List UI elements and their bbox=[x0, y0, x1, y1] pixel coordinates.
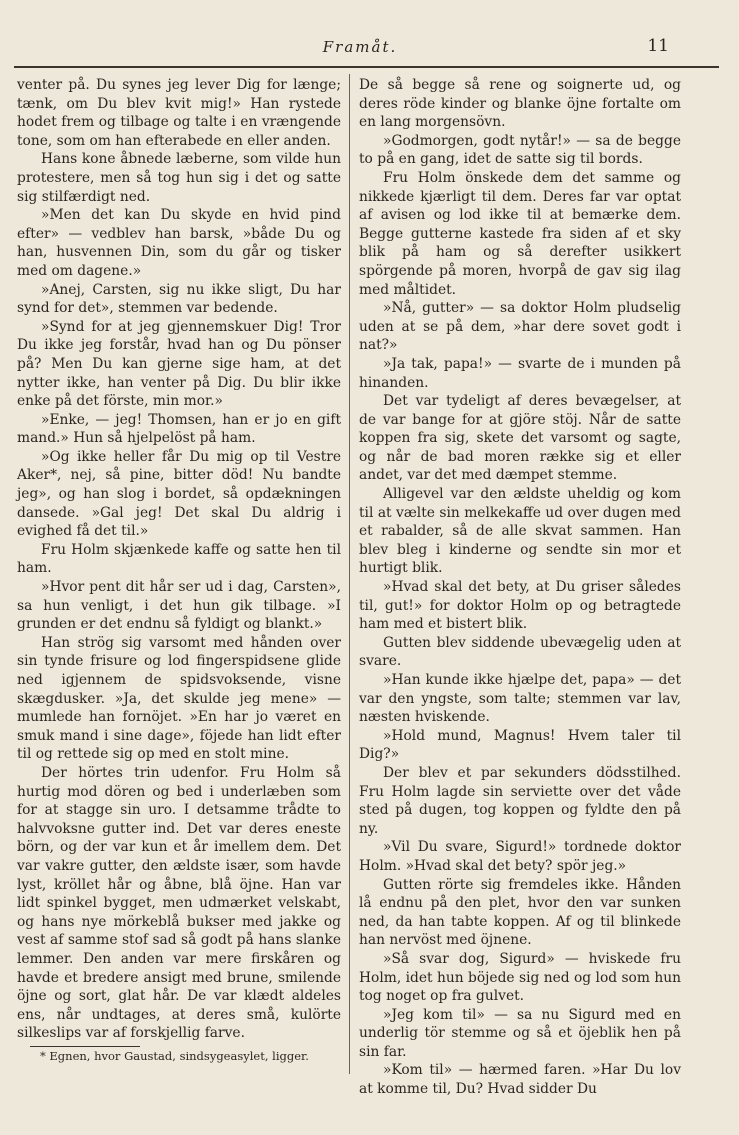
paragraph: »Anej, Carsten, sig nu ikke sligt, Du har synd for det», stemmen var bedende. bbox=[17, 281, 341, 317]
left-column bbox=[17, 76, 341, 1043]
paragraph: »Ja tak, papa!» — svarte de i munden på hinanden. bbox=[359, 355, 681, 391]
paragraph: Det var tydeligt af deres bevægelser, at de var bange for at gjöre stöj. Når de satte koppen fra sig, skete det varsomt og sagte, og når de bad moren række sig et eller andet, var det med dæmpet stemme. bbox=[359, 393, 681, 484]
paragraph: »Men det kan Du skyde en hvid pind efter» — vedblev han barsk, »både Du og han, husvennen Din, som du går og tisker med om dagene.» bbox=[17, 207, 341, 279]
paragraph: »Han kunde ikke hjælpe det, papa» — det var den yngste, som talte; stemmen var lav, næsten hviskende. bbox=[359, 672, 681, 726]
column-divider bbox=[349, 74, 350, 1074]
paragraph: »Enke, — jeg! Thomsen, han er jo en gift mand.» Hun så hjelpelöst på ham. bbox=[17, 411, 341, 447]
right-column bbox=[359, 76, 681, 1099]
paragraph: De så begge så rene og soignerte ud, og deres röde kinder og blanke öjne fortalte om en lang morgensövn. bbox=[359, 77, 681, 131]
paragraph: »Og ikke heller får Du mig op til Vestre Aker*, nej, så pine, bitter död! Nu bandte jeg», og han slog i bordet, så opdækningen dansede. »Gal jeg! Det skal Du aldrig i evighed få det til.» bbox=[17, 448, 341, 540]
running-header-title: Framåt. bbox=[322, 38, 398, 56]
paragraph: Gutten blev siddende ubevægelig uden at svare. bbox=[359, 634, 681, 670]
footnote: * Egnen, hvor Gaustad, sindsygeasylet, ligger. bbox=[40, 1049, 309, 1063]
paragraph: »Jeg kom til» — sa nu Sigurd med en underlig tör stemme og så et öjeblik hen på sin far. bbox=[359, 1006, 681, 1060]
paragraph: Der hörtes trin udenfor. Fru Holm så hurtig mod dören og bed i underlæben som for at stagge sin uro. I detsamme trådte to halvvoksne gutter ind. Det var deres eneste börn, og der var kun et år imellem dem. Det var vakre gutter, den ældste især, som havde lyst, kröllet hår og åbne, blå öjne. Han var lidt spinkel bygget, men udmærket velskabt, og hans nye mörkeblå bukser med jakke og vest af samme stof sad så godt på hans slanke lemmer. Den anden var mere firskåren og havde et bredere ansigt med brune, smilende öjne og sort, glat hår. De var klædt aldeles ens, når undtages, at deres små, kulörte silkeslips var af forskjellig farve. bbox=[17, 764, 341, 1042]
paragraph: »Så svar dog, Sigurd» — hviskede fru Holm, idet hun böjede sig ned og lod som hun tog noget op fra gulvet. bbox=[359, 950, 681, 1005]
footnote-rule bbox=[30, 1046, 140, 1047]
paragraph: Fru Holm skjænkede kaffe og satte hen til ham. bbox=[17, 541, 341, 577]
paragraph: Han strög sig varsomt med hånden over sin tynde frisure og lod fingerspidsene glide ned igjennem de spidsvoksende, visne skægdusker. »Ja, det skulde jeg mene» — mumlede han fornöjet. »En har jo været en smuk mand i sine dage», föjede han lidt efter til og rettede sig op med en stolt mine. bbox=[17, 634, 341, 763]
paragraph: »Kom til» — hærmed faren. »Har Du lov at komme til, Du? Hvad sidder Du bbox=[359, 1062, 681, 1098]
paragraph: »Hvor pent dit hår ser ud i dag, Carsten», sa hun venligt, i det hun gik tilbage. »I grunden er det endnu så fyldigt og blankt.» bbox=[17, 579, 341, 633]
paragraph: »Hvad skal det bety, at Du griser således til, gut!» for doktor Holm op og betragtede ham med et bistert blik. bbox=[359, 579, 681, 633]
paragraph: »Synd for at jeg gjennemskuer Dig! Tror Du ikke jeg forstår, hvad han og Du pönser på? Men Du kan gjerne sige ham, at det nytter ikke, han venter på Dig. Du blir ikke enke på det förste, min mor.» bbox=[17, 318, 341, 410]
paragraph: Hans kone åbnede læberne, som vilde hun protestere, men så tog hun sig i det og satte sig stilfærdigt ned. bbox=[17, 151, 341, 205]
paragraph: »Vil Du svare, Sigurd!» tordnede doktor Holm. »Hvad skal det bety? spör jeg.» bbox=[359, 839, 681, 874]
header-rule bbox=[14, 66, 719, 68]
paragraph: venter på. Du synes jeg lever Dig for længe; tænk, om Du blev kvit mig!» Han rystede hodet frem og tilbage og talte i en vrængende tone, som om han efterabede en eller anden. bbox=[17, 77, 341, 149]
paragraph: Der blev et par sekunders dödsstilhed. Fru Holm lagde sin serviette over det våde sted på dugen, tog koppen og fyldte den på ny. bbox=[359, 764, 681, 837]
paragraph: »Hold mund, Magnus! Hvem taler til Dig?» bbox=[359, 727, 681, 763]
paragraph: »Nå, gutter» — sa doktor Holm pludselig uden at se på dem, »har dere sovet godt i nat?» bbox=[359, 300, 681, 354]
paragraph: Gutten rörte sig fremdeles ikke. Hånden lå endnu på den plet, hvor den var sunken ned, da han tabte koppen. Af og til blinkede han nervöst med öjnene. bbox=[359, 876, 681, 949]
paragraph: »Godmorgen, godt nytår!» — sa de begge to på en gang, idet de satte sig til bords. bbox=[359, 132, 681, 168]
page-number: 11 bbox=[647, 36, 669, 56]
paragraph: Fru Holm önskede dem det samme og nikkede kjærligt til dem. Deres far var optat af avisen og lod ikke til at bemærke dem. Begge gutterne kastede fra siden af et sky blik på ham og så derefter usikkert spörgende på moren, hvorpå de gav sig ilag med måltidet. bbox=[359, 169, 681, 298]
paragraph: Alligevel var den ældste uheldig og kom til at vælte sin melkekaffe ud over dugen med et rabalder, så de alle skvat sammen. Han blev bleg i kinderne og sendte sin mor et hurtigt blik. bbox=[359, 486, 681, 577]
